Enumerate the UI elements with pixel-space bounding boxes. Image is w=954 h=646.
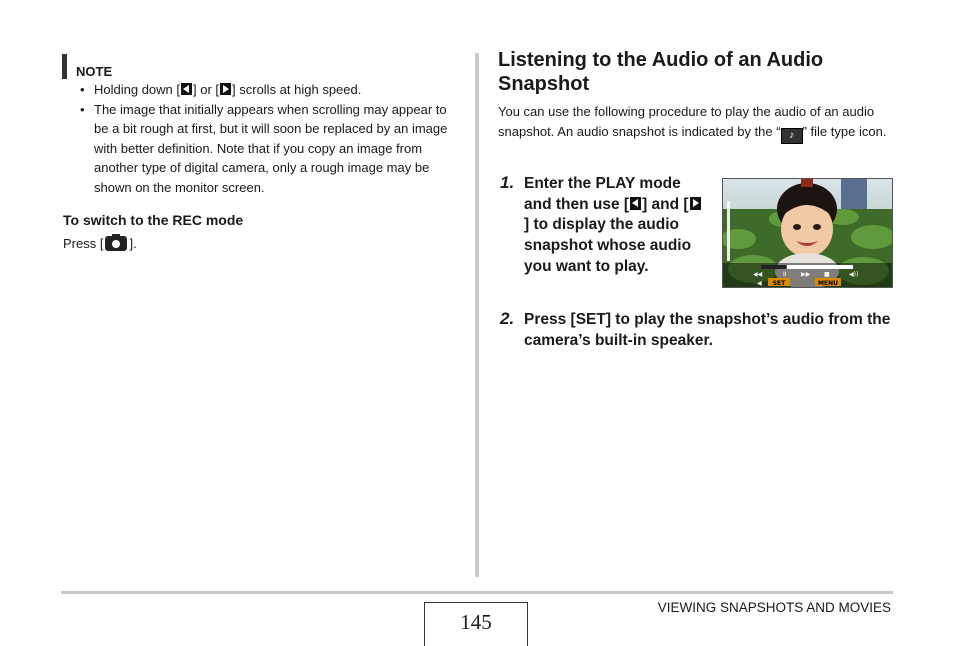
svg-text:◀◀: ◀◀ [753, 271, 763, 278]
left-arrow-key-icon [181, 83, 192, 95]
press-instruction [63, 236, 137, 251]
footer-section-label: VIEWING SNAPSHOTS AND MOVIES [657, 600, 891, 615]
intro-text: You can use the following procedure to play the audio of an audio snapshot. An audio snapshot is indicated by the “ [498, 104, 875, 139]
playback-screen-image [723, 179, 892, 287]
menu-key-label: MENU [818, 280, 838, 287]
section-title: Listening to the Audio of an Audio Snapshot [498, 49, 824, 95]
note-marker-bar [62, 54, 67, 79]
step-2-number: 2. [500, 309, 515, 328]
monitor-screenshot [722, 178, 893, 288]
intro-text: ” file type icon. [802, 123, 887, 139]
note-text: ] or [ [193, 82, 220, 97]
svg-text:◀)): ◀)) [849, 271, 859, 278]
step-1-number: 1. [500, 173, 515, 192]
note-text: The image that initially appears when scrolling may appear to be a bit rough at first, but it will soon be replaced by an image with better definition. Note that if you copy an image from another type of digital camera, only a rough image may be shown on the monitor screen. [94, 101, 448, 195]
audio-snapshot-icon: ♪ [781, 128, 803, 144]
set-key-label: SET [772, 280, 786, 287]
intro-paragraph [498, 102, 898, 144]
step-text-part: ] to display the audio snapshot whose audio you want to play. [524, 216, 692, 275]
left-arrow-key-icon [630, 197, 641, 210]
rec-mode-heading: To switch to the REC mode [63, 212, 244, 228]
camera-button-icon [105, 236, 127, 251]
svg-text:■: ■ [824, 271, 830, 278]
note-item [78, 100, 458, 198]
bullet-dot: • [80, 101, 85, 117]
footer-rule [61, 591, 893, 594]
note-item [78, 80, 458, 100]
press-text: ]. [129, 236, 137, 251]
step-text-part: Enter the PLAY mode and then use [ [524, 175, 681, 213]
column-divider [475, 53, 479, 577]
step-text-part: ] and [ [642, 195, 689, 213]
note-list [78, 80, 458, 197]
bullet-dot: • [80, 82, 85, 97]
svg-text:II: II [783, 271, 787, 278]
note-label: NOTE [76, 64, 113, 79]
note-text: Holding down [ [94, 82, 180, 97]
page-number: 145 [424, 602, 528, 646]
svg-text:◀: ◀ [757, 280, 762, 287]
note-text: ] scrolls at high speed. [232, 82, 362, 97]
right-arrow-key-icon [220, 83, 231, 95]
step-1-text [524, 174, 706, 278]
press-text: Press [ [63, 236, 104, 251]
step-2-text: Press [SET] to play the snapshot’s audio from the camera’s built-in speaker. [524, 311, 891, 349]
right-arrow-key-icon [690, 197, 701, 210]
svg-text:▶▶: ▶▶ [801, 271, 811, 278]
